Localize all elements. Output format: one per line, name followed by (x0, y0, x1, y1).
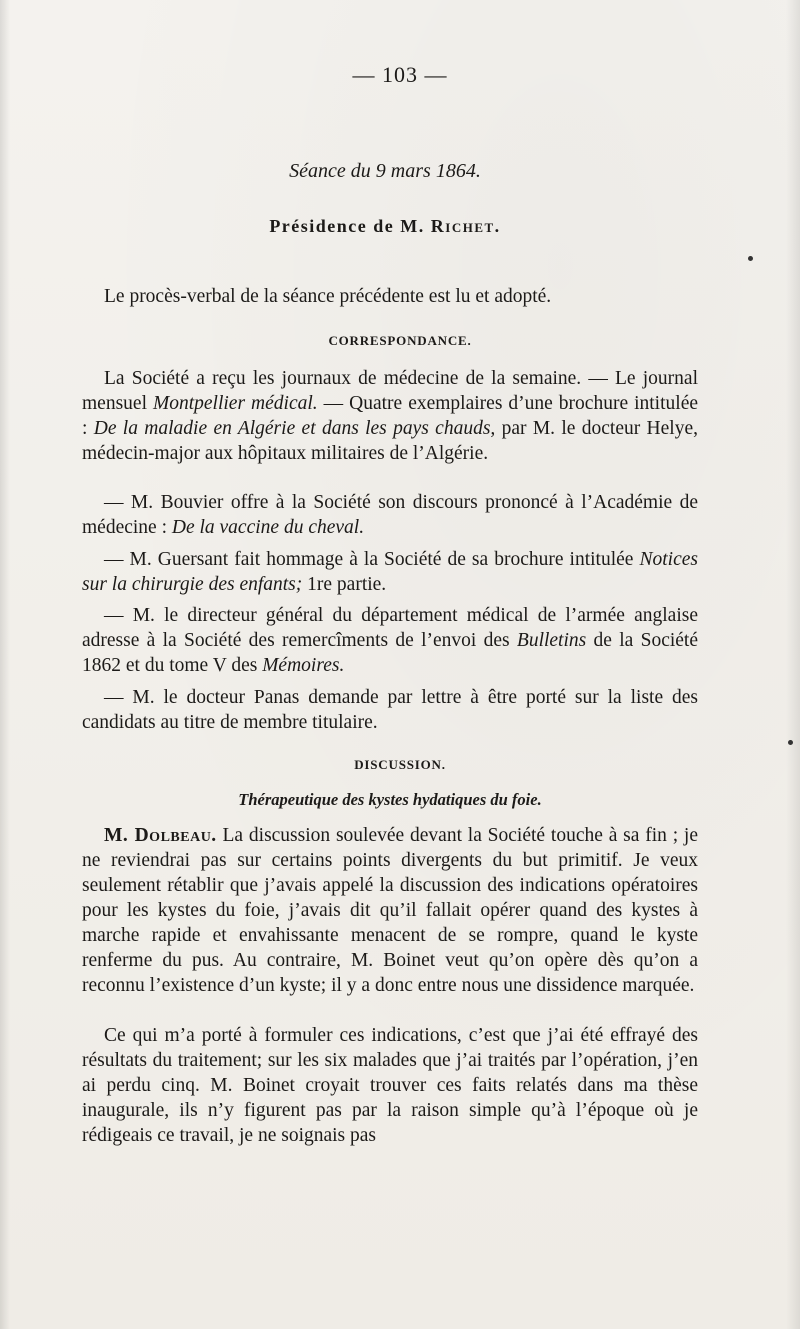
discussion-heading: DISCUSSION. (354, 757, 446, 772)
paragraph-text: — M. Bouvier offre à la Société son discours prononcé à l’Académie de médecine : (82, 492, 698, 538)
italic-title: Montpellier médical. (152, 393, 318, 414)
italic-title: Bulletins (516, 630, 587, 651)
paragraph-text: La Société a reçu les journaux de médecine de la semaine. — Le journal mensuel (82, 368, 698, 414)
page-number: — 103 — (352, 62, 448, 87)
president-name: Richet. (430, 216, 501, 236)
discussion-paragraph-1 (82, 823, 698, 998)
page-shadow-left (0, 0, 10, 1329)
discussion-paragraph-1-text: La discussion soulevée devant la Société touche à sa fin ; je ne reviendrai pas sur certains points divergents du but primitif. Je veux seulement rétablir que j’avais appelé la discussion des indications opératoires pour les kystes du foie, j’avais dit qu’il fallait opérer quand des kystes à marche rapide et envahissante menacent de se rompre, quand le kyste renferme du pus. Au contraire, M. Boinet veut qu’on opère dès qu’on a reconnu l’existence d’un kyste; il y a donc entre nous une dissidence marquée. (82, 825, 698, 996)
correspondance-paragraph-3 (82, 547, 698, 597)
paragraph-text: 1re partie. (302, 574, 387, 595)
correspondance-heading: CORRESPONDANCE. (328, 333, 472, 348)
correspondance-paragraph-1 (82, 366, 698, 466)
correspondance-paragraph-4 (82, 603, 698, 678)
ink-speck (788, 740, 793, 745)
presidence-line (0, 216, 770, 237)
paragraph-text: — M. Guersant fait hommage à la Société de sa brochure intitulée (104, 549, 640, 570)
paragraph-text: de la Société 1862 et du tome V des (82, 630, 698, 676)
discussion-subheading: Thérapeutique des kystes hydatiques du foie. (238, 790, 542, 809)
correspondance-paragraph-5 (82, 685, 698, 735)
paragraph-text: — M. le docteur Panas demande par lettre à être porté sur la liste des candidats au titre de membre titulaire. (82, 687, 698, 733)
italic-title: Mémoires. (262, 655, 345, 676)
speaker-name: M. Dolbeau. (104, 825, 217, 846)
paragraph-text: — M. le directeur général du département médical de l’armée anglaise adresse à la Société des remercîments de l’envoi des (82, 605, 698, 651)
paragraph-text: — Quatre exemplaires d’une brochure intitulée : (82, 393, 698, 439)
proces-verbal-paragraph: Le procès-verbal de la séance précédente est lu et adopté. (104, 286, 552, 307)
italic-title: Notices sur la chirurgie des enfants; (82, 549, 698, 595)
page-shadow-right (786, 0, 800, 1329)
italic-title: De la maladie en Algérie et dans les pays chauds, (93, 418, 496, 439)
correspondance-paragraph-2 (82, 490, 698, 540)
discussion-paragraph-2: Ce qui m’a porté à formuler ces indications, c’est que j’ai été effrayé des résultats du traitement; sur les six malades que j’ai traités par l’opération, j’en ai perdu cinq. M. Boinet croyait trouver ces faits relatés dans ma thèse inaugurale, ils n’y figurent pas par la raison simple qu’à l’époque où je rédigeais ce travail, je ne soignais pas (82, 1025, 698, 1146)
ink-speck (748, 256, 753, 261)
paragraph-text: par M. le docteur Helye, médecin-major aux hôpitaux militaires de l’Algérie. (82, 418, 698, 464)
presidence-prefix: Présidence de M. (269, 216, 425, 236)
seance-title-text: Séance du 9 mars 1864. (289, 160, 481, 182)
italic-title: De la vaccine du cheval. (171, 517, 365, 538)
seance-title (0, 160, 770, 183)
